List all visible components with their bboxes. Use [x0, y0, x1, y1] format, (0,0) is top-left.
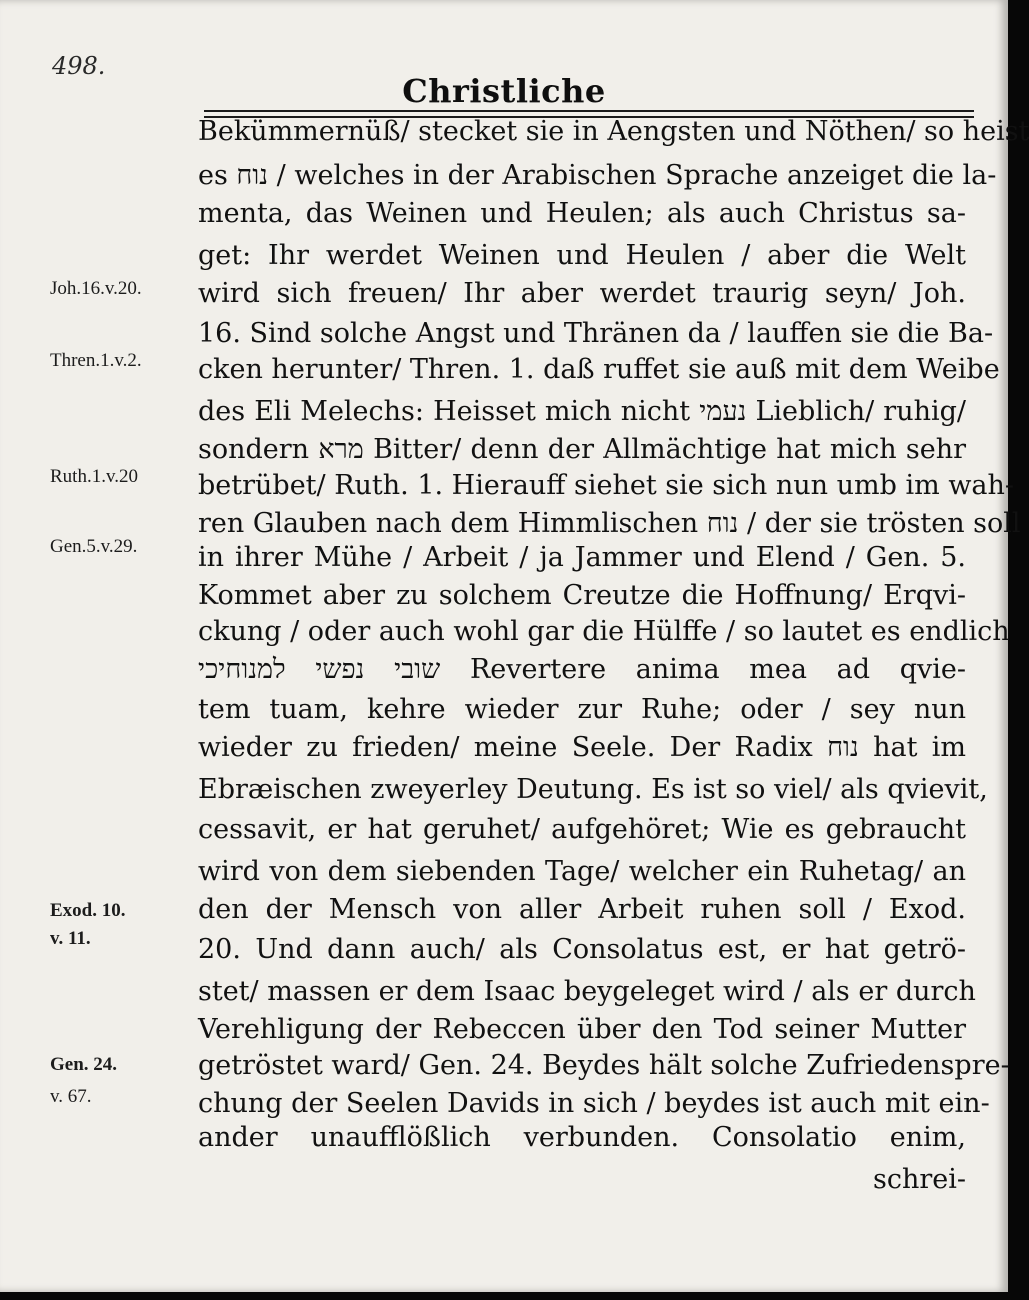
margin-note: v. 11. [50, 928, 91, 949]
text-line: cessavit, er hat geruhet/ aufgehöret; Wie es gebraucht [198, 814, 966, 845]
margin-note: Thren.1.v.2. [50, 350, 142, 371]
text-line: wird sich freuen/ Ihr aber werdet traurig seyn/ Joh. [198, 278, 966, 309]
text-line: wieder zu frieden/ meine Seele. Der Radix נוח hat im [198, 732, 966, 763]
text-line: tem tuam, kehre wieder zur Ruhe; oder / sey nun [198, 694, 966, 725]
catchword: schrei- [872, 1164, 966, 1195]
text-line: stet/ massen er dem Isaac beygeleget wird / als er durch [198, 976, 976, 1007]
margin-note: Exod. 10. [50, 900, 126, 921]
text-line: ren Glauben nach dem Himmlischen נוח / der sie trösten soll [198, 508, 1021, 539]
text-line: cken herunter/ Thren. 1. daß ruffet sie auß mit dem Weibe [198, 354, 1000, 385]
text-line: es נוח / welches in der Arabischen Sprache anzeiget die la- [198, 160, 997, 191]
text-line: wird von dem siebenden Tage/ welcher ein Ruhetag/ an [198, 856, 966, 887]
margin-note: Gen.5.v.29. [50, 536, 138, 557]
margin-note: Ruth.1.v.20 [50, 466, 138, 487]
text-line: des Eli Melechs: Heisset mich nicht נעמי Lieblich/ ruhig/ [198, 396, 966, 427]
margin-note: Joh.16.v.20. [50, 278, 142, 299]
text-line: betrübet/ Ruth. 1. Hierauff siehet sie sich nun umb im wah- [198, 470, 1015, 501]
text-line: Verehligung der Rebeccen über den Tod seiner Mutter [198, 1014, 966, 1045]
text-line: ckung / oder auch wohl gar die Hülffe / so lautet es endlich [198, 616, 1010, 647]
text-line: ander unaufflößlich verbunden. Consolatio enim, [198, 1122, 966, 1153]
text-line: get: Ihr werdet Weinen und Heulen / aber die Welt [198, 240, 966, 271]
text-line: 20. Und dann auch/ als Consolatus est, er hat getrö- [198, 934, 966, 965]
page-number: 498. [52, 52, 106, 80]
text-line: in ihrer Mühe / Arbeit / ja Jammer und Elend / Gen. 5. [198, 542, 966, 573]
margin-note: Gen. 24. [50, 1054, 118, 1075]
text-line: chung der Seelen Davids in sich / beydes ist auch mit ein- [198, 1088, 990, 1119]
text-line: Kommet aber zu solchem Creutze die Hoffnung/ Erqvi- [198, 580, 966, 611]
text-line: menta, das Weinen und Heulen; als auch Christus sa- [198, 198, 966, 229]
text-line: שובי נפשי למנוחיכי Revertere anima mea ad qvie- [198, 654, 966, 685]
text-line: Bekümmernüß/ stecket sie in Aengsten und Nöthen/ so heist [198, 116, 1029, 147]
text-line: getröstet ward/ Gen. 24. Beydes hält solche Zufriedensprе- [198, 1050, 1010, 1081]
running-head: Christliche [402, 72, 606, 110]
text-line: den der Mensch von aller Arbeit ruhen soll / Exod. [198, 894, 966, 925]
text-line: 16. Sind solche Angst und Thränen da / lauffen sie die Ba- [198, 318, 994, 349]
text-line: sondern מרא Bitter/ denn der Allmächtige hat mich sehr [198, 434, 966, 465]
margin-note: v. 67. [50, 1086, 92, 1107]
text-line: Ebræischen zweyerley Deutung. Es ist so viel/ als qvievit, [198, 774, 988, 805]
